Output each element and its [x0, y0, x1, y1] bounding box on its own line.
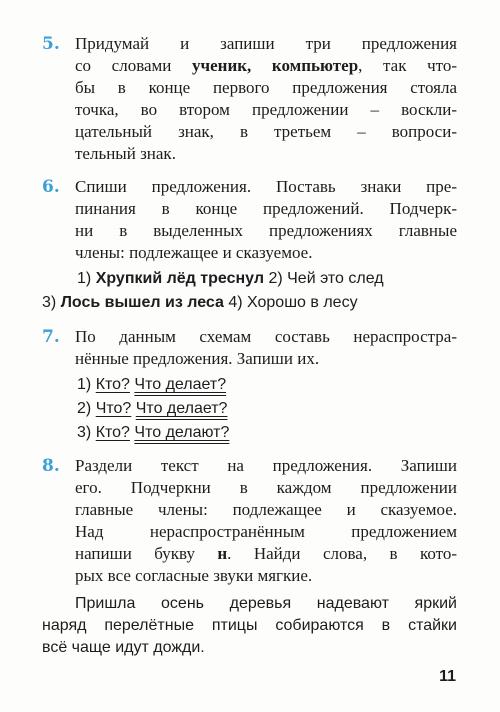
task-number: 5. — [42, 34, 60, 54]
text-line: главные члены: подлежащее и сказуемое. — [75, 500, 457, 519]
subject-underlined: Кто? — [95, 424, 130, 441]
predicate-underlined: Что делают? — [134, 424, 230, 441]
bold-sentence: Лось вышел из леса — [60, 294, 224, 311]
text-line: со словами ученик, компьютер, так что- — [75, 56, 458, 75]
exercise-passage — [42, 593, 457, 659]
text-line: Над нераспространённым предложением — [75, 522, 457, 541]
text-line: цательный знак, в третьем – вопроси- — [75, 122, 457, 141]
passage-line: всё чаще идут дожди. — [42, 639, 205, 656]
scheme-row: 3) Кто? Что делают? — [77, 424, 230, 441]
text-line: рых все согласные звуки мягкие. — [75, 566, 313, 585]
text-line: ни в выделенных предложениях главные — [75, 221, 457, 240]
subject-underlined: Что? — [95, 400, 132, 417]
bold-sentence: Хрупкий лёд треснул — [95, 270, 264, 287]
sentence: Чей это след — [287, 270, 384, 287]
task-number: 8. — [42, 456, 60, 476]
text-line: его. Подчеркни в каждом предложении — [75, 478, 457, 497]
sentence-row: 1) Хрупкий лёд треснул 2) Чей это след — [77, 270, 384, 287]
sentence-row: 3) Лось вышел из леса 4) Хорошо в лесу — [42, 294, 358, 311]
passage-line: наряд перелётные птицы собираются в стайки — [42, 617, 457, 634]
text-line: точка, во втором предложении – воскли- — [75, 100, 457, 119]
task-6-text — [75, 176, 457, 264]
text-line: тельный знак. — [75, 144, 176, 163]
text-line: пинания в конце предложений. Подчерк- — [75, 199, 457, 218]
sentence: Хорошо в лесу — [247, 294, 358, 311]
scheme-row: 1) Кто? Что делает? — [77, 376, 227, 393]
text-line: напиши букву н. Найди слова, в кото- — [75, 544, 457, 563]
text-line: Придумай и запиши три предложения — [75, 34, 457, 53]
task-number: 7. — [42, 327, 60, 347]
page-number: 11 — [439, 668, 456, 685]
task-number: 6. — [42, 177, 60, 197]
predicate-underlined: Что делает? — [134, 376, 227, 393]
text-line: бы в конце первого предложения стояла — [75, 78, 457, 97]
task-7-text — [75, 326, 457, 370]
predicate-underlined: Что делает? — [135, 400, 228, 417]
text-line: По данным схемам составь нераспростра- — [75, 327, 457, 346]
passage-line: Пришла осень деревья надевают яркий — [75, 595, 457, 612]
text-line: Раздели текст на предложения. Запиши — [75, 456, 457, 475]
task-5-text — [75, 33, 457, 165]
text-line: Спиши предложения. Поставь знаки пре- — [75, 177, 457, 196]
text-line: нённые предложения. Запиши их. — [75, 349, 320, 368]
text-line: члены: подлежащее и сказуемое. — [75, 243, 313, 262]
task-8-text — [75, 455, 457, 587]
scheme-row: 2) Что? Что делает? — [77, 400, 228, 417]
subject-underlined: Кто? — [95, 376, 130, 393]
